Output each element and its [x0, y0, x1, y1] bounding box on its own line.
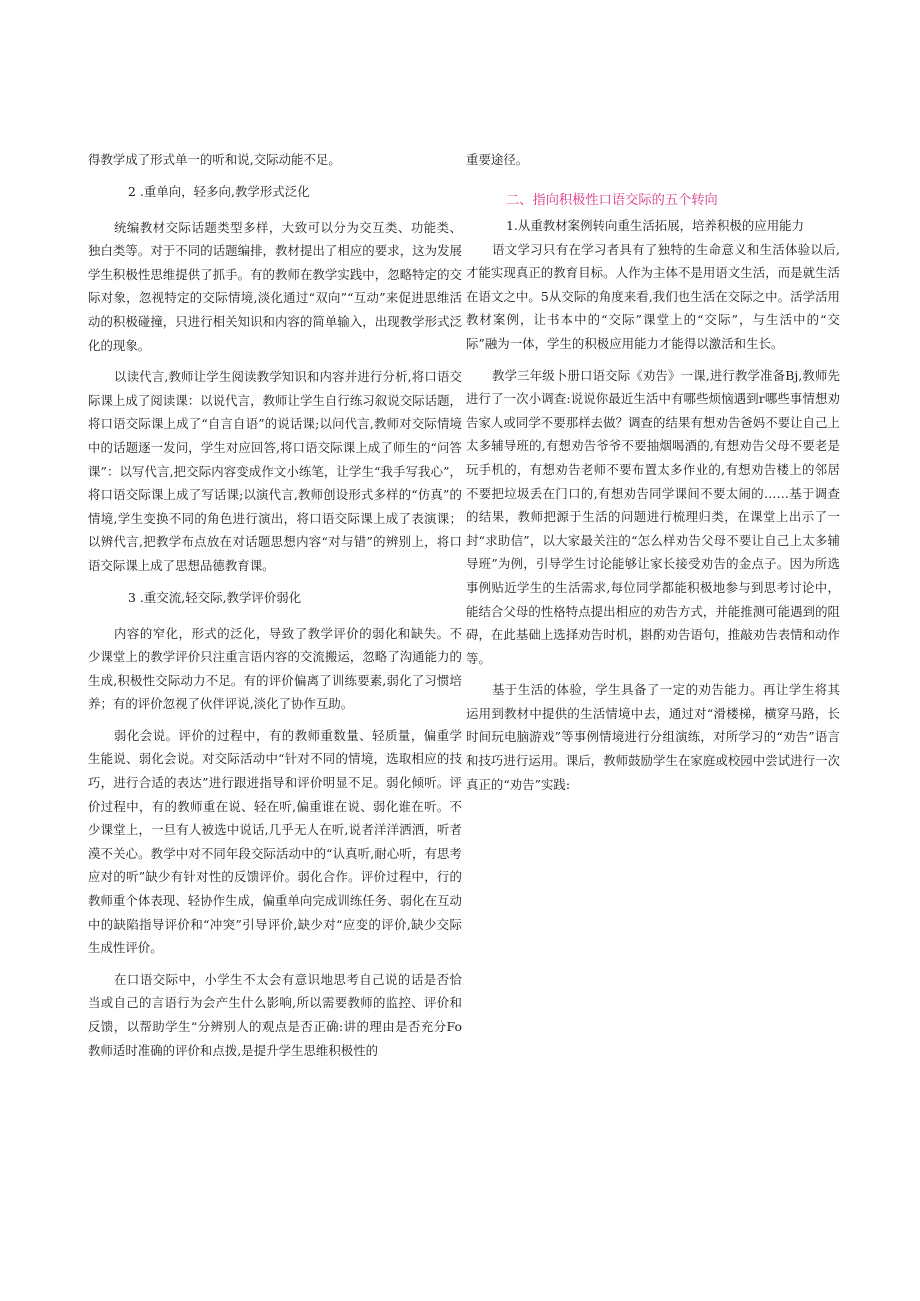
left-paragraph-continued: 得教学成了形式单一的听和说,交际动能不足。 — [88, 152, 341, 167]
left-column — [88, 148, 462, 1062]
right-column — [466, 148, 840, 796]
right-paragraph: 教学三年级卜册口语交际《劝告》一课,进行教学准备Bj,教师先进行了一次小调查:说说你最近生活中有哪些烦恼遇到r哪些事情想劝告家人或同学不要那样去做？调查的结果有想劝告爸妈不要让自己上太多辅导班的,有想劝告爷爷不要抽烟喝酒的,有想劝告父母不要老是玩手机的，有想劝告老师不要布置太多作业的,有想劝告楼上的邻居不要把垃圾丢在门口的,有想劝告同学课间不要太闹的……基于调查的结果，教师把源于生活的问题进行梳理归类，在课堂上出示了一封“求助信”，以大家最关注的“怎么样劝告父母不要让自己上太多辅导班”为例，引导学生讨论能够让家长接受劝告的金点子。因为所选事例贴近学生的生活需求,每位同学都能积极地参与到思考讨论中，能结合父母的性格特点提出相应的劝告方式，并能推测可能遇到的阻碍，在此基础上选择劝告时机，斟酌劝告语句，推敲劝告表情和动作等。 — [466, 367, 840, 666]
left-paragraph: 统编教材交际话题类型多样，大致可以分为交互类、功能类、独白类等。对于不同的话题编排，教材提出了相应的要求，这为发展学生积极性思维提供了抓手。有的教师在教学实践中，忽略特定的交际对象，忽视特定的交际情境,淡化通过“双向”“互动”来促进思维活动的积极碰撞，只进行相关知识和内容的简单输入，出现教学形式泛化的现象。 — [88, 219, 462, 353]
right-paragraph-continued: 重要途径。 — [466, 152, 529, 167]
subheading-1: 1.从重教材案例转向重生活拓展，培养积极的应用能力 — [506, 217, 805, 233]
subheading-3: 3 .重交流,轻交际,教学评价弱化 — [128, 589, 302, 605]
left-paragraph: 以读代言,教师让学生阅读教学知识和内容并进行分析,将口语交际课上成了阅读课：以说代言，教师让学生自行练习叙说交际话题，将口语交际课上成了“自言自语”的说话课;以问代言,教师对交际情境中的话题逐一发问，学生对应回答,将口语交际课上成了师生的“问答课”：以写代言,把交际内容变成作文小练笔，让学生“我手写我心”，将口语交际课上成了写话课;以演代言,教师创设形式多样的“仿真”的情境,学生变换不同的角色进行演出，将口语交际课上成了表演课；以辨代言,把教学布点放在对话题思想内容“对与错”的辨别上，将口语交际课上成了思想品德教育课。 — [88, 369, 462, 573]
section-title: 二、指向积极性口语交际的五个转向 — [506, 192, 718, 208]
right-paragraph: 基于生活的体验，学生具备了一定的劝告能力。再让学生将其运用到教材中提供的生活情境中去，通过对“滑楼梯，横穿马路，长时间玩电脑游戏”等事例情境进行分组演练，对所学习的“劝告”语言和技巧进行运用。课后，教师鼓励学生在家庭或校园中尝试进行一次真正的“劝告”实践: — [466, 682, 840, 792]
left-paragraph: 内容的窄化，形式的泛化，导致了教学评价的弱化和缺失。不少课堂上的教学评价只注重言语内容的交流搬运，忽略了沟通能力的生成,积极性交际动力不足。有的评价偏离了训练要素,弱化了习惯培养；有的评价忽视了伙伴评说,淡化了协作互助。 — [88, 625, 462, 712]
subheading-2: 2 .重单向，轻多向,教学形式泛化 — [128, 183, 310, 199]
left-paragraph: 在口语交际中，小学生不太会有意识地思考自己说的话是否恰当或自己的言语行为会产生什么影响,所以需要教师的监控、评价和反馈，以帮助学生“分辨别人的观点是否正确:讲的理由是否充分Fo教师适时准确的评价和点拨,是提升学生思维积极性的 — [88, 971, 462, 1058]
left-paragraph: 弱化会说。评价的过程中，有的教师重数量、轻质量，偏重学生能说、弱化会说。对交际活动中“针对不同的情境，选取相应的技巧，进行合适的表达”进行跟进指导和评价明显不足。弱化倾听。评价过程中，有的教师重在说、轻在听,偏重谁在说、弱化谁在听。不少课堂上，一旦有人被选中说话,几乎无人在听,说者洋洋洒洒，听者漠不关心。教学中对不同年段交际活动中的“认真听,耐心听，有思考应对的听”缺少有针对性的反馈评价。弱化合作。评价过程中，行的教师重个体表现、轻协作生成，偏重单向完成训练任务、弱化在互动中的缺陷指导评价和“冲突”引导评价,缺少对“应变的评价,缺少交际生成性评价。 — [88, 727, 462, 956]
right-paragraph: 语文学习只有在学习者具有了独特的生命意义和生活体验以后,才能实现真正的教育目标。人作为主体不是用语文生活，而是就生活在语文之中。5从交际的角度来看,我们也生活在交际之中。活学活用教材案例，让书本中的“交际”课堂上的“交际”，与生活中的“交际”融为一体，学生的积极应用能力才能得以激活和生长。 — [466, 241, 840, 351]
